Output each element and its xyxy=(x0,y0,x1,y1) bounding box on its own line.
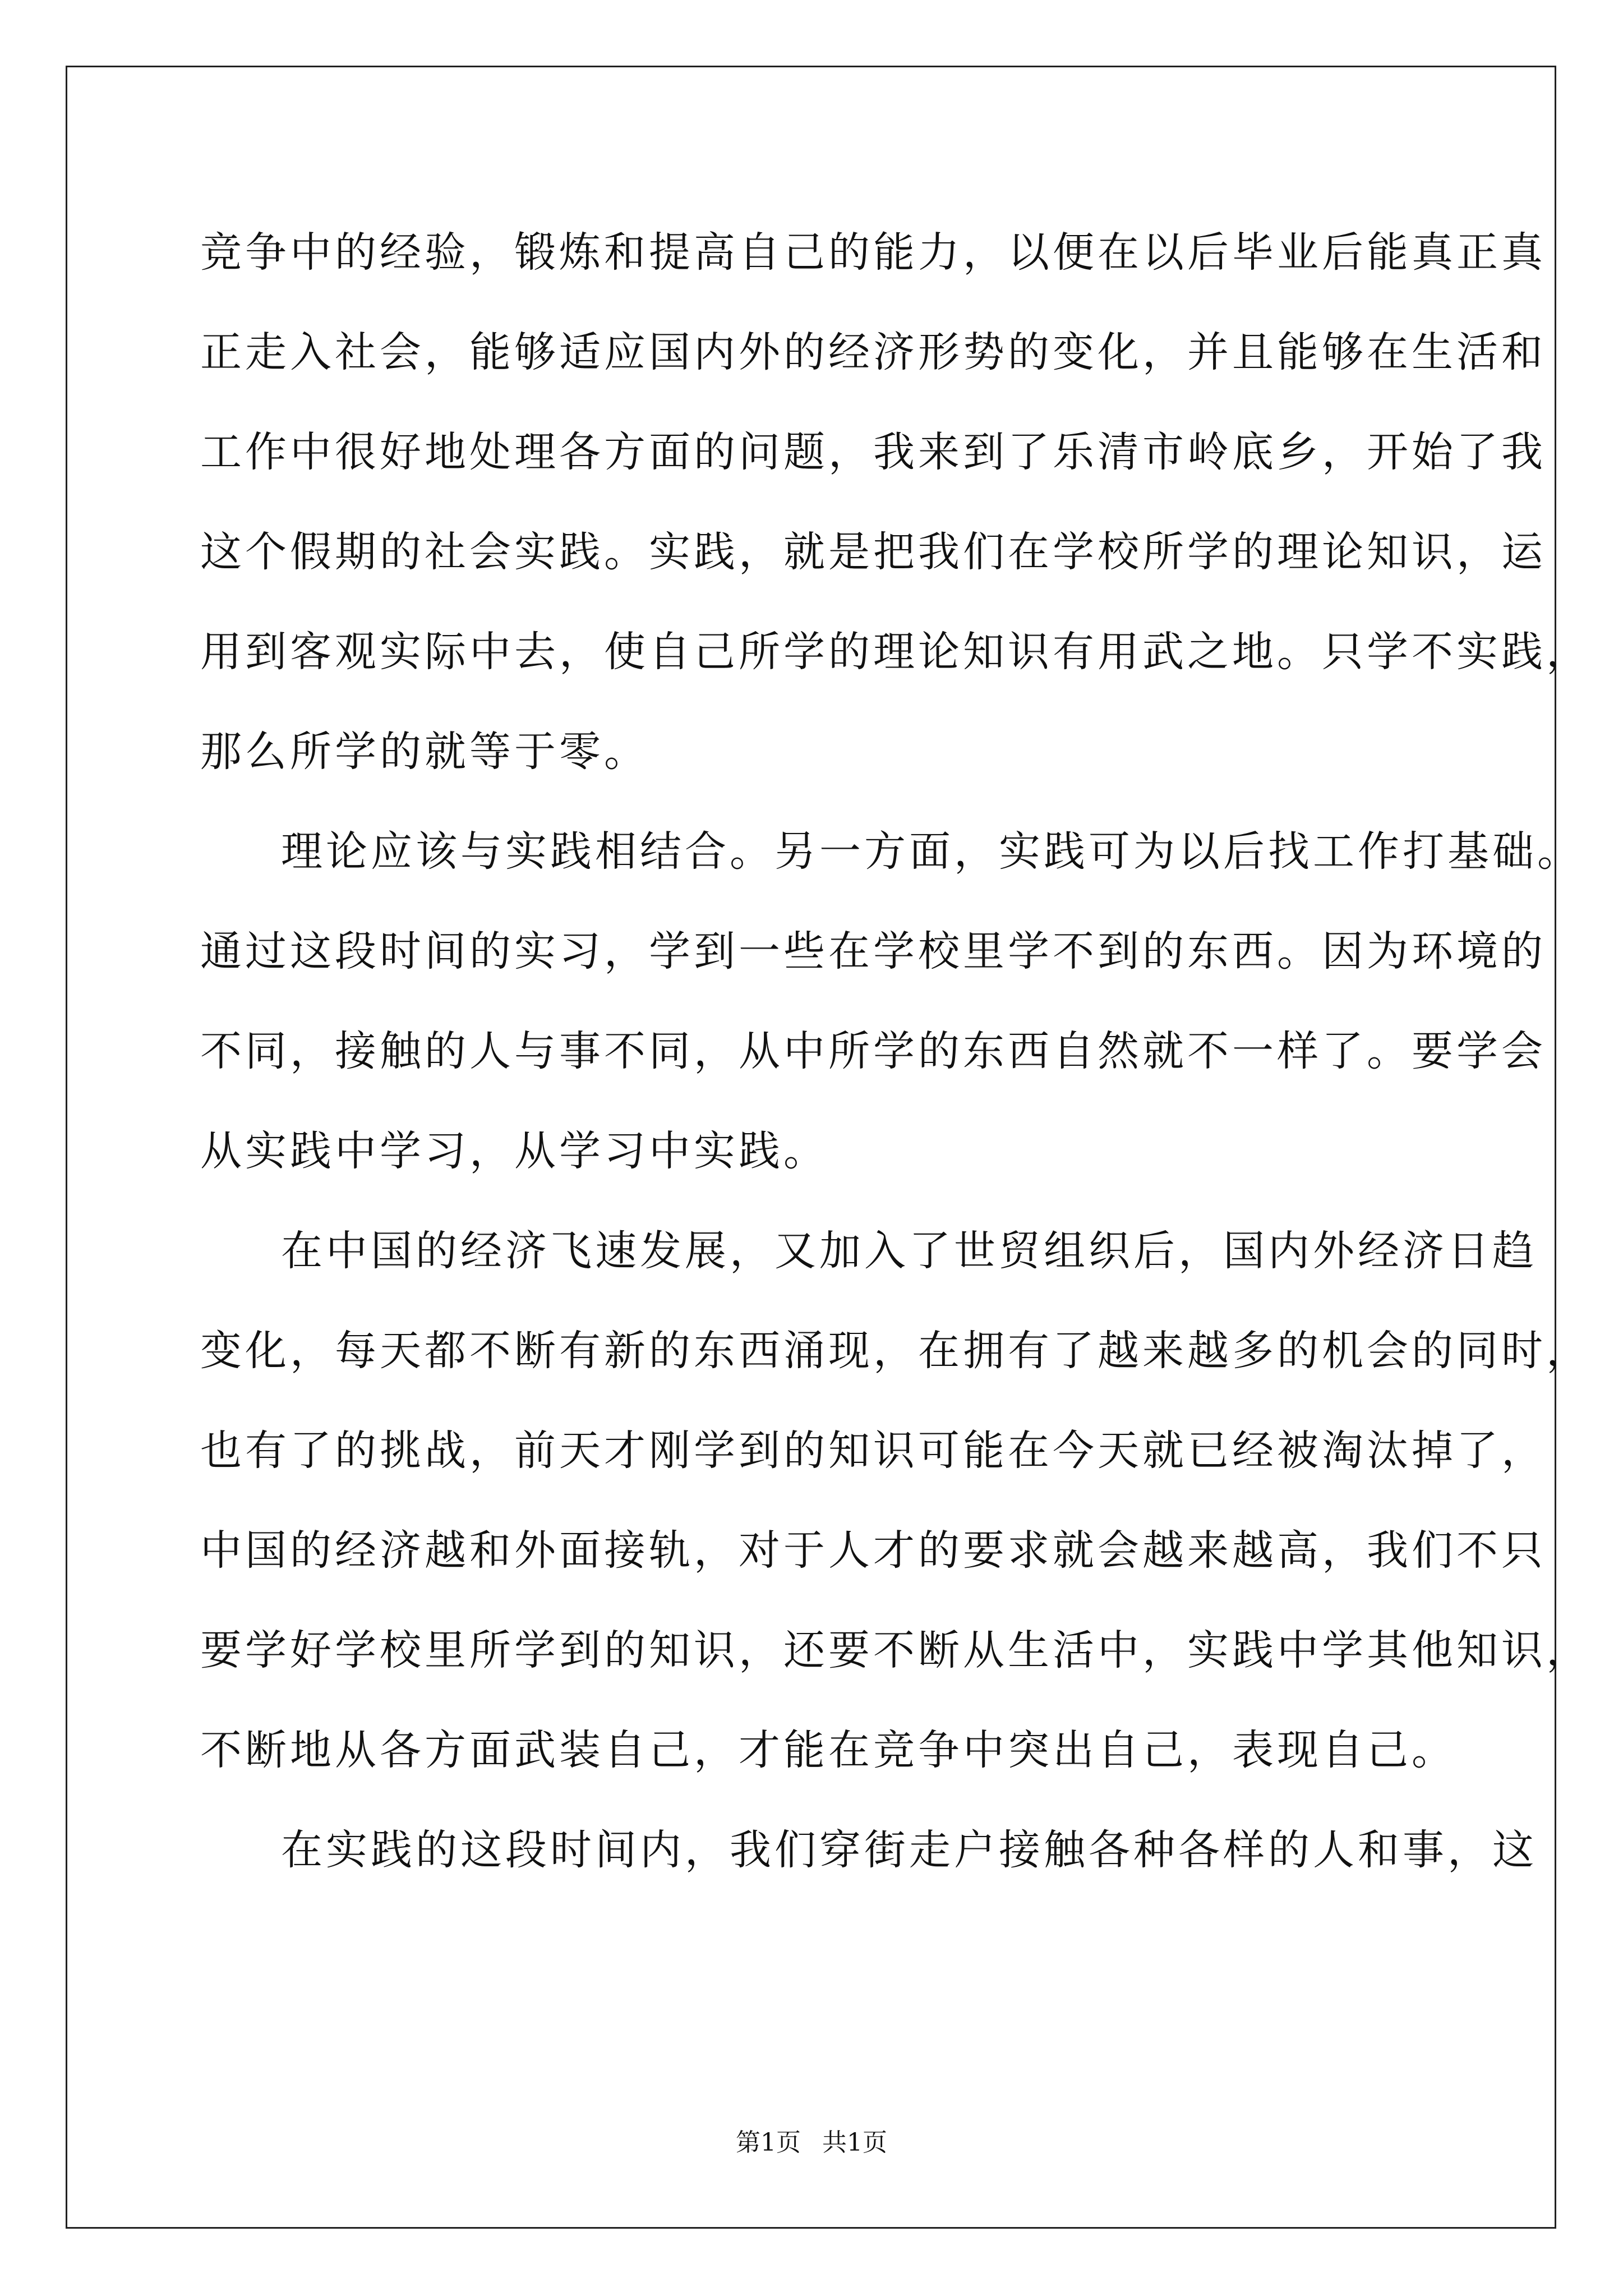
paragraph-line: 那么所学的就等于零。 xyxy=(200,728,649,776)
paragraph-line: 竞争中的经验，锻炼和提高自己的能力，以便在以后毕业后能真正真 xyxy=(200,228,1546,277)
paragraph-line: 不同，接触的人与事不同，从中所学的东西自然就不一样了。要学会 xyxy=(200,1027,1546,1075)
paragraph-line: 从实践中学习，从学习中实践。 xyxy=(200,1127,828,1175)
paragraph-line: 这个假期的社会实践。实践，就是把我们在学校所学的理论知识，运 xyxy=(200,528,1546,576)
paragraph-line: 正走入社会，能够适应国内外的经济形势的变化，并且能够在生活和 xyxy=(200,328,1546,376)
paragraph-line: 不断地从各方面武装自己，才能在竞争中突出自己，表现自己。 xyxy=(200,1726,1456,1774)
paragraph-line: 通过这段时间的实习，学到一些在学校里学不到的东西。因为环境的 xyxy=(200,927,1546,976)
paragraph-line: 也有了的挑战，前天才刚学到的知识可能在今天就已经被淘汰掉了， xyxy=(200,1427,1546,1475)
paragraph-line: 变化，每天都不断有新的东西涌现，在拥有了越来越多的机会的同时， xyxy=(200,1327,1591,1375)
paragraph-line: 要学好学校里所学到的知识，还要不断从生活中，实践中学其他知识， xyxy=(200,1626,1591,1674)
paragraph-line: 工作中很好地处理各方面的问题，我来到了乐清市岭底乡，开始了我 xyxy=(200,428,1546,476)
paragraph-line: 在中国的经济飞速发展，又加入了世贸组织后，国内外经济日趋 xyxy=(281,1227,1537,1275)
page-footer xyxy=(0,2126,1623,2160)
paragraph-line: 理论应该与实践相结合。另一方面，实践可为以后找工作打基础。 xyxy=(281,827,1582,876)
paragraph-line: 中国的经济越和外面接轨，对于人才的要求就会越来越高，我们不只 xyxy=(200,1526,1546,1575)
paragraph-line: 用到客观实际中去，使自己所学的理论知识有用武之地。只学不实践， xyxy=(200,628,1591,676)
page-number: 第1页 xyxy=(736,2128,801,2157)
page-total: 共1页 xyxy=(822,2128,887,2157)
paragraph-line: 在实践的这段时间内，我们穿街走户接触各种各样的人和事，这 xyxy=(281,1826,1537,1874)
